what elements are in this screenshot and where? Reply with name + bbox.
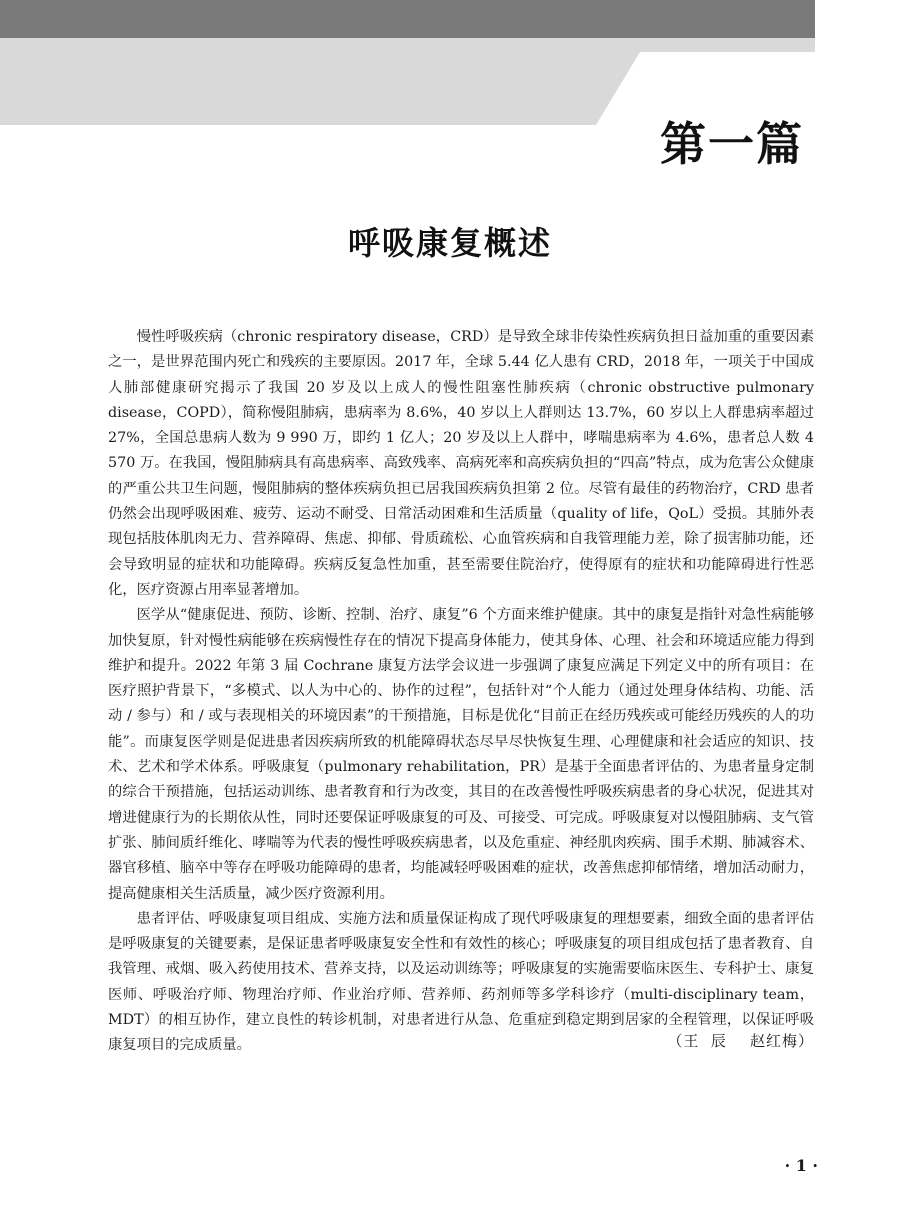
header-band-graphic xyxy=(0,0,900,125)
part-label: 第一篇 xyxy=(660,117,804,171)
body-text xyxy=(108,325,814,1059)
author-credit: （王 辰 赵红梅） xyxy=(667,1032,814,1050)
header-band xyxy=(0,0,900,125)
header-band-right-white xyxy=(815,0,900,52)
page-number: · 1 · xyxy=(784,1156,818,1175)
chapter-title: 呼吸康复概述 xyxy=(347,224,552,262)
paragraph: 患者评估、呼吸康复项目组成、实施方法和质量保证构成了现代呼吸康复的理想要素，细致全面的患者评估是呼吸康复的关键要素，是保证患者呼吸康复安全性和有效性的核心；呼吸康复的项目组成包括了患者教育、自我管理、戒烟、吸入药使用技术、营养支持，以及运动训练等；呼吸康复的实施需要临床医生、专科护士、康复医师、呼吸治疗师、物理治疗师、作业治疗师、营养师、药剂师等多学科诊疗（multi-disciplinary team，MDT）的相互协作，建立良性的转诊机制，对患者进行从急、危重症到稳定期到居家的全程管理，以保证呼吸康复项目的完成质量。 xyxy=(108,910,814,1054)
paragraph: 慢性呼吸疾病（chronic respiratory disease，CRD）是导致全球非传染性疾病负担日益加重的重要因素之一，是世界范围内死亡和残疾的主要原因。2017 年，全球 5.44 亿人患有 CRD，2018 年，一项关于中国成人肺部健康研究揭示了我国 20 岁及以上成人的慢性阻塞性肺疾病（chronic obstructive pulmonary disease，COPD），简称慢阻肺病，患病率为 8.6%，40 岁以上人群则达 13.7%，60 岁以上人群患病率超过 27%，全国总患病人数为 9 990 万，即约 1 亿人；20 岁及以上人群中，哮喘患病率为 4.6%，患者总人数 4 570 万。在我国，慢阻肺病具有高患病率、高致残率、高病死率和高疾病负担的“四高”特点，成为危害公众健康的严重公共卫生问题，慢阻肺病的整体疾病负担已居我国疾病负担第 2 位。尽管有最佳的药物治疗，CRD 患者仍然会出现呼吸困难、疲劳、运动不耐受、日常活动困难和生活质量（quality of life，QoL）受损。其肺外表现包括肢体肌肉无力、营养障碍、焦虑、抑郁、骨质疏松、心血管疾病和自我管理能力差，除了损害肺功能，还会导致明显的症状和功能障碍。疾病反复急性加重，甚至需要住院治疗，使得原有的症状和功能障碍进行性恶化，医疗资源占用率显著增加。 xyxy=(108,329,814,598)
header-band-dark xyxy=(0,0,815,38)
paragraph: 医学从“健康促进、预防、诊断、控制、治疗、康复”6 个方面来维护健康。其中的康复是指针对急性病能够加快复原，针对慢性病能够在疾病慢性存在的情况下提高身体能力，使其身体、心理、社会和环境适应能力得到维护和提升。2022 年第 3 届 Cochrane 康复方法学会议进一步强调了康复应满足下列定义中的所有项目：在医疗照护背景下，“多模式、以人为中心的、协作的过程”，包括针对“个人能力（通过处理身体结构、功能、活动 / 参与）和 / 或与表现相关的环境因素”的干预措施，目标是优化“目前正在经历残疾或可能经历残疾的人的功能”。而康复医学则是促进患者因疾病所致的机能障碍状态尽早尽快恢复生理、心理健康和社会适应的知识、技术、艺术和学术体系。呼吸康复（pulmonary rehabilitation，PR）是基于全面患者评估的、为患者量身定制的综合干预措施，包括运动训练、患者教育和行为改变，其目的在改善慢性呼吸疾病患者的身心状况，促进其对增进健康行为的长期依从性，同时还要保证呼吸康复的可及、可接受、可完成。呼吸康复对以慢阻肺病、支气管扩张、肺间质纤维化、哮喘等为代表的慢性呼吸疾病患者，以及危重症、神经肌肉疾病、围手术期、肺减容术、器官移植、脑卒中等存在呼吸功能障碍的患者，均能减轻呼吸困难的症状，改善焦虑抑郁情绪，增加活动耐力，提高健康相关生活质量，减少医疗资源利用。 xyxy=(108,607,814,902)
